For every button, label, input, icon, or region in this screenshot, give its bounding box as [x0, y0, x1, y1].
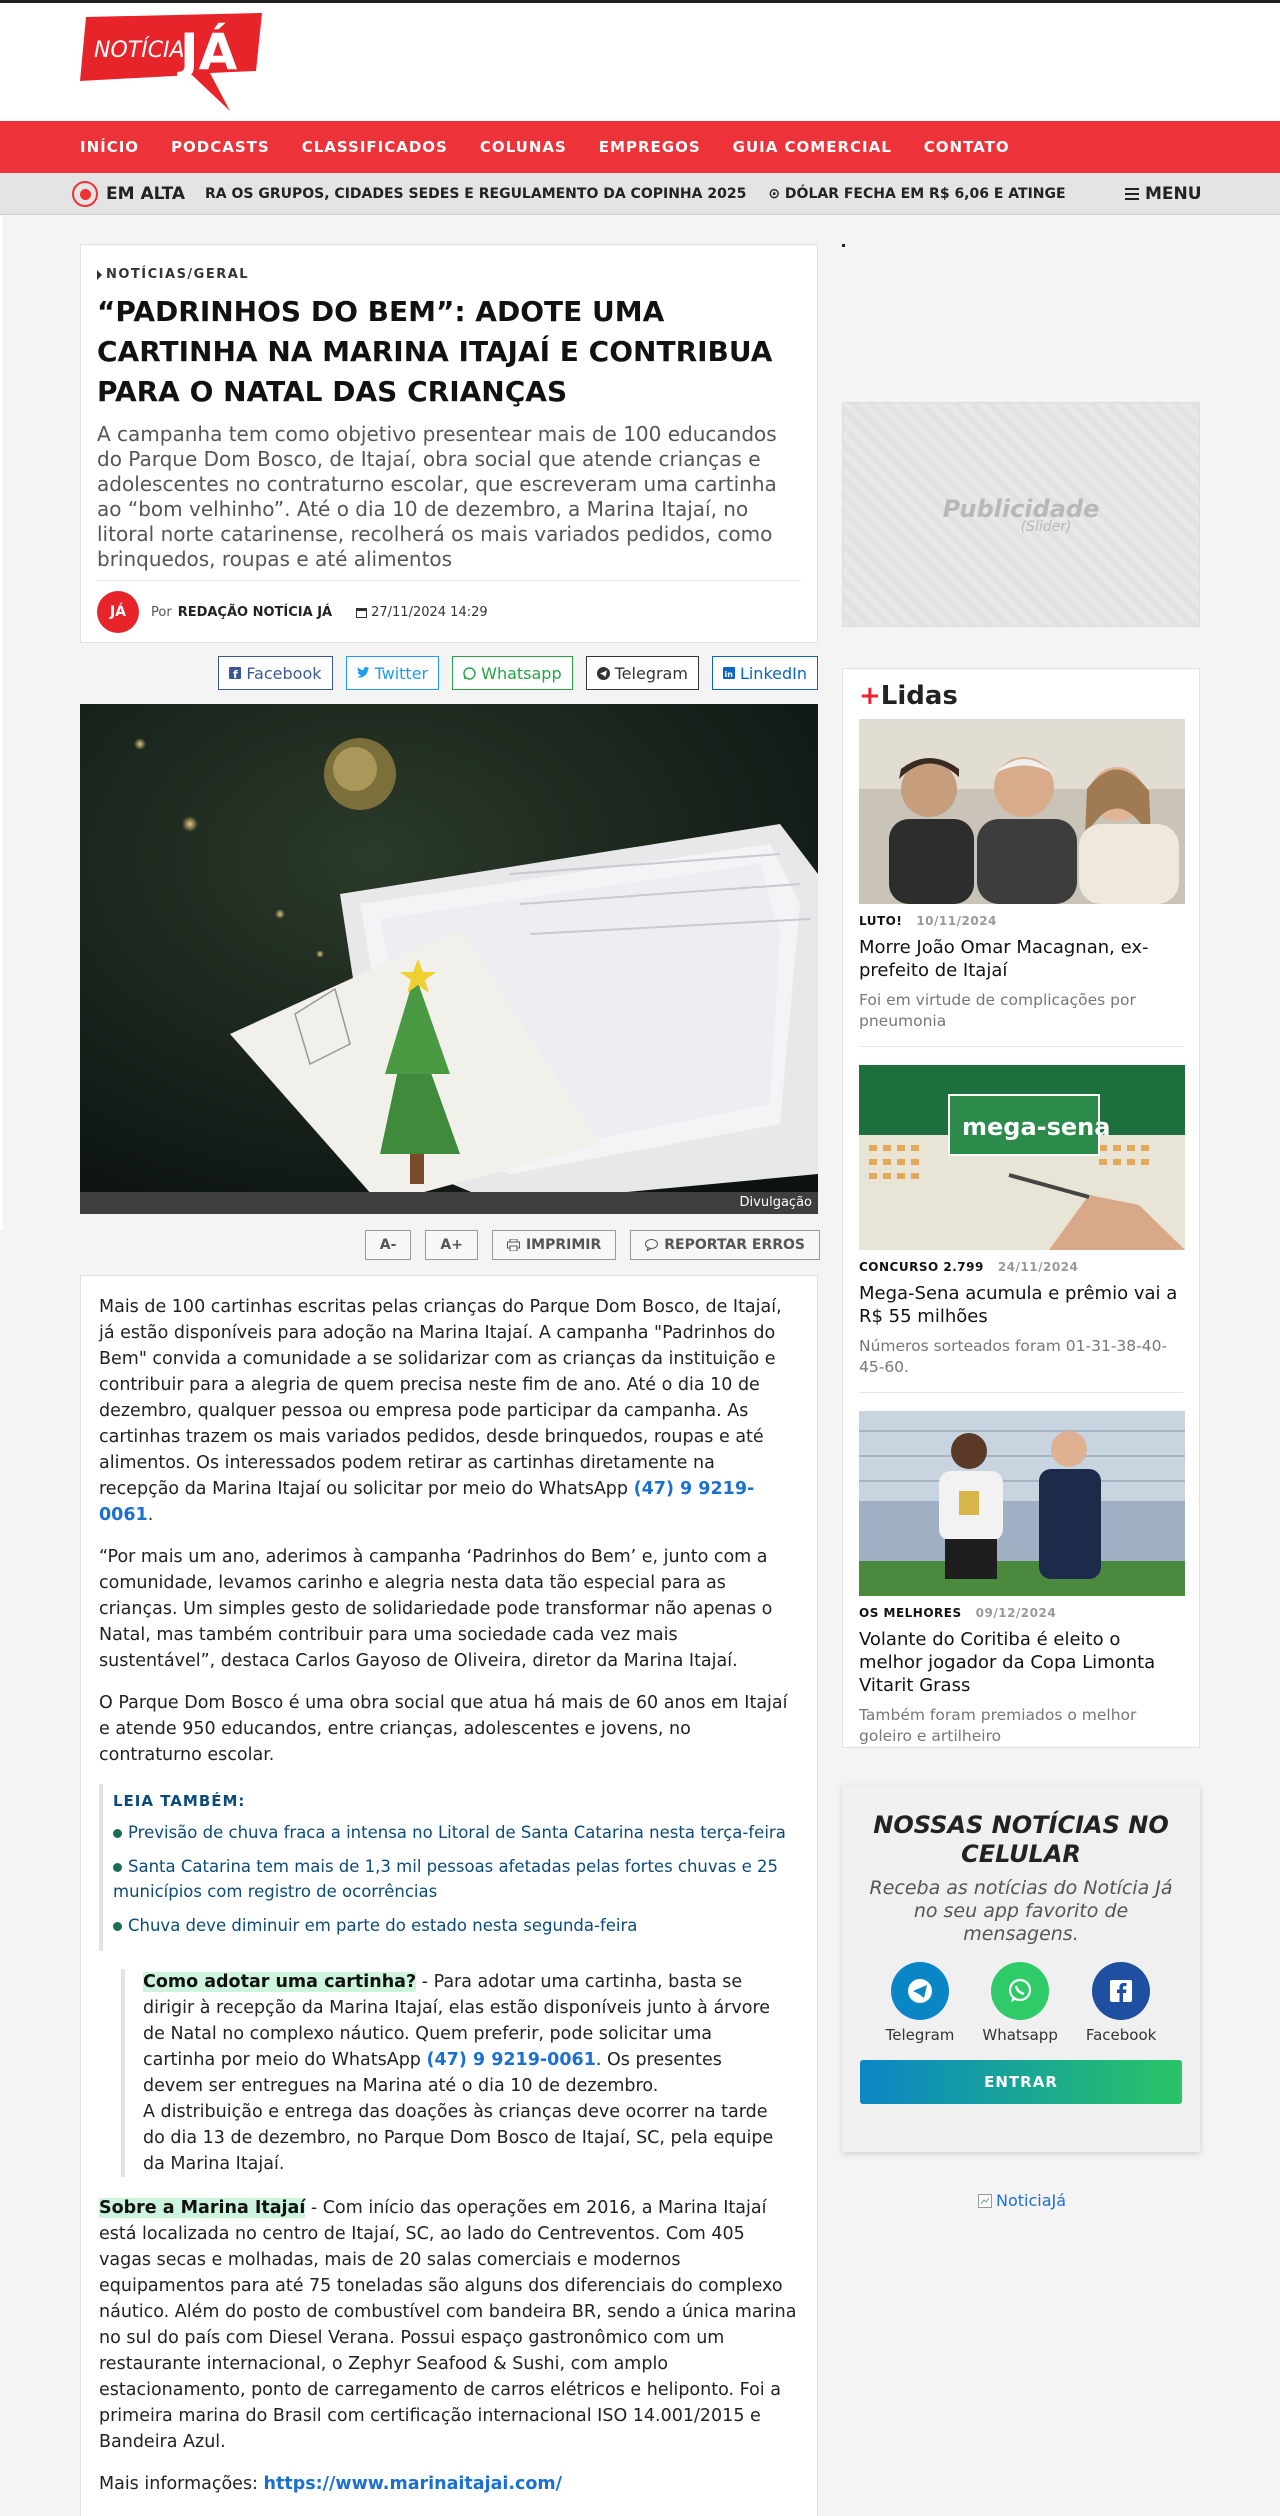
- read-also-item[interactable]: [113, 1854, 789, 1904]
- read-also-box: [99, 1784, 799, 1951]
- twitter-icon: [357, 667, 370, 679]
- news-date: 24/11/2024: [997, 1260, 1079, 1274]
- print-button[interactable]: [492, 1230, 616, 1260]
- whatsapp-phone-link[interactable]: (47) 9 9219-0061: [99, 1479, 755, 1525]
- em-alta-label: [72, 173, 185, 215]
- marina-website-link[interactable]: https://www.marinaitajai.com/: [263, 2474, 563, 2494]
- facebook-app-button[interactable]: [1086, 1962, 1156, 2044]
- most-read-item[interactable]: [859, 1065, 1183, 1393]
- most-read-item[interactable]: [859, 719, 1183, 1047]
- news-tag: CONCURSO 2.799: [859, 1260, 984, 1274]
- more-info-label: Mais informações:: [99, 2474, 264, 2494]
- whatsapp-phone-link-2[interactable]: (47) 9 9219-0061: [426, 2050, 596, 2070]
- read-also-item[interactable]: [113, 1820, 789, 1845]
- report-errors-label: REPORTAR ERROS: [664, 1237, 805, 1253]
- share-buttons: [218, 656, 818, 690]
- p1-text: Mais de 100 cartinhas escritas pelas crianças do Parque Dom Bosco, de Itajaí, já estão disponíveis para adoção na Marina Itajaí. A campanha "Padrinhos do Bem" convida a comunidade a se solidarizar com as crianças da instituição e contribuir para a alegria de quem precisa neste fim de ano. Até o dia 10 de dezembro, qualquer pessoa ou empresa pode participar da campanha. As cartinhas trazem os mais variados pedidos, desde brinquedos, roupas e até alimentos. Os interessados podem retirar as cartinhas diretamente na recepção da Marina Itajaí ou solicitar por meio do WhatsApp: [99, 1297, 782, 1499]
- news-date: 09/12/2024: [975, 1606, 1057, 1620]
- author-name[interactable]: REDAÇÃO NOTÍCIA JÁ: [177, 604, 333, 620]
- author-avatar: JÁ: [97, 591, 139, 633]
- facebook-icon: [1092, 1962, 1150, 2020]
- svg-text:f: f: [233, 668, 239, 679]
- article-category[interactable]: [97, 267, 801, 282]
- three-people-photo: [859, 719, 1185, 904]
- font-increase-button[interactable]: A+: [425, 1230, 478, 1260]
- speech-bubble-icon: [645, 1239, 658, 1251]
- article-body: [80, 1275, 818, 2516]
- nav-item-empregos[interactable]: EMPREGOS: [598, 138, 701, 156]
- report-errors-button[interactable]: [630, 1230, 820, 1260]
- telegram-app-button[interactable]: [886, 1962, 955, 2044]
- article-hero-image: [80, 704, 818, 1214]
- how-to-adopt-block: [121, 1969, 799, 2177]
- ad-sub: (Slider): [1020, 518, 1072, 535]
- trending-bar: [0, 173, 1280, 215]
- news-subtitle: Números sorteados foram 01-31-38-40-45-60.: [859, 1337, 1168, 1376]
- news-meta: [859, 914, 1183, 928]
- messaging-apps: [860, 1962, 1182, 2044]
- bullet-icon: [113, 1922, 122, 1931]
- bullet-icon: [113, 1863, 122, 1872]
- logo-text-2: JÁ: [180, 23, 238, 81]
- read-also-link[interactable]: Previsão de chuva fraca a intensa no Litoral de Santa Catarina nesta terça-feira: [128, 1823, 786, 1842]
- whatsapp-icon: [991, 1962, 1049, 2020]
- share-linkedin-button[interactable]: [712, 656, 818, 690]
- ad-label: Publicidade: [942, 494, 1100, 523]
- paragraph-3: O Parque Dom Bosco é uma obra social que atua há mais de 60 anos em Itajaí e atende 950 educandos, entre crianças, adolescentes e jovens, no contraturno escolar.: [99, 1693, 788, 1765]
- nav-item-guia-comercial[interactable]: GUIA COMERCIAL: [732, 138, 892, 156]
- main-nav: [0, 121, 1280, 173]
- whatsapp-app-button[interactable]: [982, 1962, 1057, 2044]
- read-also-link[interactable]: Chuva deve diminuir em parte do estado nesta segunda-feira: [128, 1916, 638, 1935]
- svg-text:in: in: [724, 670, 733, 679]
- ticker-scroller: [205, 173, 1095, 215]
- most-read-label: Lidas: [880, 681, 958, 711]
- whatsapp-icon: [463, 667, 476, 680]
- nav-item-colunas[interactable]: COLUNAS: [479, 138, 567, 156]
- site-logo[interactable]: [80, 13, 265, 113]
- most-read-title: [859, 681, 1183, 711]
- calendar-icon: [356, 607, 367, 618]
- paragraph-2: “Por mais um ano, aderimos à campanha ‘Padrinhos do Bem’ e, junto com a comunidade, levamos carinho e alegria nesta data tão especial para as crianças. Um simples gesto de solidariedade pode transformar não apenas o Natal, mas também contribuir para uma sociedade cada vez mais sustentável”, destaca Carlos Gayoso de Oliveira, diretor da Marina Itajaí.: [99, 1547, 773, 1671]
- distribution-text: A distribuição e entrega das doações às crianças deve ocorrer na tarde do dia 13 de dezembro, no Parque Dom Bosco de Itajaí, SC, pela equipe da Marina Itajaí.: [143, 2102, 774, 2174]
- logo-text-1: NOTÍCIA: [94, 38, 185, 63]
- mobile-news-title: NOSSAS NOTÍCIAS NO CELULAR: [873, 1811, 1169, 1868]
- how-to-adopt-text: - Para adotar uma cartinha, basta se dirigir à recepção da Marina Itajaí, elas estão disponíveis junto à árvore de Natal no complexo náutico. Quem preferir, pode solicitar uma cartinha por meio do WhatsApp: [143, 1972, 771, 2070]
- about-marina-highlight: Sobre a Marina Itajaí: [99, 2198, 306, 2218]
- most-read-item[interactable]: [859, 1411, 1183, 1761]
- share-facebook-button[interactable]: [218, 656, 332, 690]
- news-tag: LUTO!: [859, 914, 903, 928]
- news-thumbnail[interactable]: [859, 719, 1185, 904]
- publish-date: [356, 605, 488, 620]
- share-facebook-label: Facebook: [246, 663, 322, 683]
- share-whatsapp-button[interactable]: [452, 656, 573, 690]
- menu-button[interactable]: [1125, 173, 1202, 215]
- most-read-widget: [842, 668, 1200, 1748]
- print-icon: [507, 1239, 520, 1251]
- telegram-icon: [597, 667, 610, 680]
- how-to-adopt-highlight: Como adotar uma cartinha?: [143, 1972, 417, 1992]
- paragraph-1: [99, 1294, 799, 1528]
- news-subtitle: Foi em virtude de complicações por pneumonia: [859, 991, 1136, 1030]
- image-caption: Divulgação: [80, 1192, 818, 1214]
- ad-slider[interactable]: [842, 402, 1200, 627]
- byline: [97, 580, 801, 633]
- football-players-photo: [859, 1411, 1185, 1596]
- read-also-item[interactable]: [113, 1913, 789, 1938]
- ticker-item[interactable]: RA OS GRUPOS, CIDADES SEDES E REGULAMENTO DA COPINHA 2025: [205, 186, 747, 202]
- sidebar-marker: [842, 244, 845, 247]
- article-headline: “PADRINHOS DO BEM”: ADOTE UMA CARTINHA NA MARINA ITAJAÍ E CONTRIBUA PARA O NATAL DAS CRIANÇAS: [97, 295, 773, 408]
- whatsapp-app-label: Whatsapp: [982, 2026, 1058, 2044]
- telegram-app-label: Telegram: [885, 2026, 955, 2044]
- share-telegram-button[interactable]: [586, 656, 699, 690]
- nav-item-inicio[interactable]: INÍCIO: [80, 138, 140, 156]
- news-thumbnail[interactable]: [859, 1411, 1185, 1596]
- news-thumbnail[interactable]: [859, 1065, 1185, 1250]
- news-meta: [859, 1260, 1183, 1274]
- news-title[interactable]: Morre João Omar Macagnan, ex-prefeito de Itajaí: [859, 937, 1149, 981]
- print-label: IMPRIMIR: [525, 1237, 602, 1253]
- share-whatsapp-label: Whatsapp: [481, 663, 562, 683]
- publish-date-text: 27/11/2024 14:29: [371, 604, 488, 620]
- article-header: [80, 244, 818, 643]
- nav-item-classificados[interactable]: CLASSIFICADOS: [301, 138, 448, 156]
- news-date: 10/11/2024: [916, 914, 997, 928]
- menu-label: MENU: [1145, 184, 1202, 204]
- bullet-icon: [113, 1829, 122, 1838]
- plus-icon: +: [859, 681, 881, 711]
- news-title[interactable]: Mega-Sena acumula e prêmio vai a R$ 55 milhões: [859, 1283, 1178, 1327]
- linkedin-icon: [723, 667, 735, 679]
- live-dot-icon: [72, 181, 98, 207]
- byline-prefix: Por: [151, 604, 172, 620]
- caret-right-icon: [97, 270, 102, 280]
- read-also-title: LEIA TAMBÉM:: [113, 1792, 246, 1810]
- enter-button[interactable]: ENTRAR: [860, 2060, 1182, 2104]
- christmas-letters-photo: [80, 704, 818, 1214]
- p1-end: .: [147, 1505, 154, 1525]
- footer-logo-alt: NoticiaJá: [996, 2191, 1067, 2210]
- share-twitter-button[interactable]: [346, 656, 440, 690]
- about-marina: [99, 2195, 799, 2455]
- broken-image-icon: [978, 2194, 992, 2208]
- how-to-adopt-text-2: . Os presentes devem ser entregues na Marina até o dia 10 de dezembro.: [143, 2050, 722, 2096]
- font-decrease-button[interactable]: A-: [365, 1230, 412, 1260]
- ticker-item[interactable]: ⊙ DÓLAR FECHA EM R$ 6,06 E ATINGE: [768, 186, 1066, 202]
- about-marina-text: - Com início das operações em 2016, a Marina Itajaí está localizada no centro de Itajaí, SC, ao lado do Centreventos. Com 405 vagas secas e molhadas, mais de 20 salas comerciais e modernos equipamentos para até 75 toneladas são alguns dos diferenciais do complexo náutico. Além do posto de combustível com bandeira BR, sendo a única marina no sul do país com Diesel Verana. Possui espaço gastronômico com um restaurante internacional, o Zephyr Seafood & Sushi, com amplo estacionamento, ponto de carregamento de carros elétricos e heliponto. Foi a primeira marina do Brasil com certificação internacional ISO 14.001/2015 e Bandeira Azul.: [99, 2198, 797, 2452]
- footer-logo-link[interactable]: [978, 2191, 1066, 2210]
- facebook-app-label: Facebook: [1085, 2026, 1157, 2044]
- mega-sena-photo: [859, 1065, 1185, 1250]
- mega-sena-logo-text: mega-sena: [962, 1113, 1111, 1141]
- hamburger-icon: [1125, 188, 1139, 200]
- nav-item-podcasts[interactable]: PODCASTS: [171, 138, 270, 156]
- category-label: NOTÍCIAS/GERAL: [106, 267, 250, 282]
- article-lead: A campanha tem como objetivo presentear mais de 100 educandos do Parque Dom Bosco, de Itajaí, obra social que atende crianças e adolescentes no contraturno escolar, que escreveram uma cartinha ao “bom velhinho”. Até o dia 10 de dezembro, a Marina Itajaí, no litoral norte catarinense, recolherá os mais variados pedidos, como brinquedos, roupas e até alimentos: [97, 422, 777, 571]
- share-telegram-label: Telegram: [614, 663, 688, 683]
- share-linkedin-label: LinkedIn: [739, 663, 807, 683]
- em-alta-text: EM ALTA: [106, 184, 186, 204]
- news-title[interactable]: Volante do Coritiba é eleito o melhor jogador da Copa Limonta Vitarit Grass: [859, 1629, 1156, 1696]
- mobile-news-subtitle: Receba as notícias do Notícia Já no seu app favorito de mensagens.: [869, 1877, 1173, 1945]
- telegram-icon: [891, 1962, 949, 2020]
- mobile-news-widget: [842, 1785, 1200, 2152]
- news-tag: OS MELHORES: [859, 1606, 962, 1620]
- nav-item-contato[interactable]: CONTATO: [923, 138, 1010, 156]
- news-subtitle: Também foram premiados o melhor goleiro e artilheiro: [859, 1706, 1137, 1745]
- article-tools: [365, 1230, 820, 1260]
- left-edge-strip: [0, 215, 3, 1230]
- share-twitter-label: Twitter: [374, 663, 429, 683]
- more-info: [99, 2471, 799, 2497]
- news-meta: [859, 1606, 1183, 1620]
- read-also-link[interactable]: Santa Catarina tem mais de 1,3 mil pessoas afetadas pelas fortes chuvas e 25 municípios com registro de ocorrências: [113, 1857, 779, 1901]
- facebook-icon: [229, 667, 241, 679]
- site-header: [0, 3, 1280, 121]
